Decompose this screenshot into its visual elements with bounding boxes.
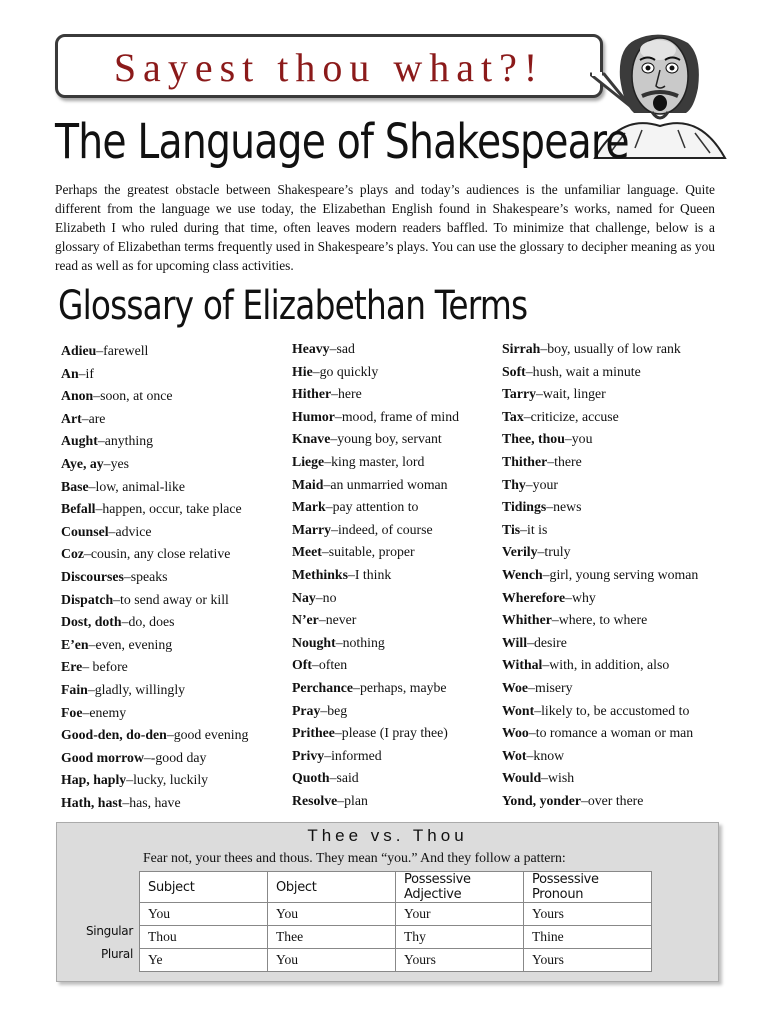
glossary-entry bbox=[61, 769, 311, 792]
glossary-entry bbox=[61, 430, 311, 453]
glossary-term: Whither bbox=[502, 612, 552, 628]
glossary-definition: –soon, at once bbox=[93, 388, 173, 404]
table-cell: Thee bbox=[268, 926, 396, 949]
row-label-plural: Plural bbox=[101, 947, 133, 961]
glossary-entry bbox=[61, 634, 311, 657]
glossary-definition: –desire bbox=[527, 634, 567, 650]
glossary-term: Heavy bbox=[292, 341, 330, 356]
glossary-definition: –why bbox=[565, 589, 596, 605]
glossary-definition: –anything bbox=[97, 433, 153, 449]
glossary-definition: –farewell bbox=[96, 343, 149, 358]
glossary-entry bbox=[502, 383, 752, 406]
glossary-definition: –even, evening bbox=[88, 636, 173, 652]
glossary-definition: –informed bbox=[324, 747, 382, 763]
glossary-definition: –truly bbox=[537, 544, 571, 560]
glossary-definition: –beg bbox=[320, 702, 348, 718]
glossary-definition: –-good day bbox=[143, 749, 207, 765]
glossary-definition: –king master, lord bbox=[324, 453, 425, 469]
glossary-definition: –criticize, accuse bbox=[523, 408, 619, 424]
glossary-definition: –if bbox=[78, 365, 94, 381]
glossary-term: Thither bbox=[502, 453, 548, 469]
glossary-term: Nay bbox=[292, 589, 316, 605]
glossary-definition: –suitable, proper bbox=[321, 544, 415, 560]
glossary-definition: –cousin, any close relative bbox=[84, 546, 231, 562]
glossary-entry bbox=[502, 767, 752, 790]
table-header-row bbox=[140, 872, 652, 903]
glossary-entry bbox=[61, 385, 311, 408]
glossary-definition: –do, does bbox=[121, 614, 175, 630]
glossary-term: Prithee bbox=[292, 725, 335, 741]
table-cell: You bbox=[268, 949, 396, 972]
page-title: The Language of Shakespeare bbox=[55, 114, 629, 170]
glossary-term: Good-den, do-den bbox=[61, 727, 167, 743]
glossary-definition: –sad bbox=[329, 341, 355, 356]
glossary-definition: –good evening bbox=[166, 727, 249, 743]
glossary-entry bbox=[502, 564, 752, 587]
glossary-term: Hie bbox=[292, 363, 313, 379]
glossary-entry bbox=[502, 632, 752, 655]
glossary-definition: –pay attention to bbox=[325, 499, 419, 515]
glossary-entry bbox=[61, 792, 311, 815]
table-header: Possessive Adjective bbox=[396, 872, 524, 903]
glossary-definition: –gladly, willingly bbox=[87, 681, 186, 697]
glossary-term: Oft bbox=[292, 657, 312, 673]
glossary-entry bbox=[61, 589, 311, 612]
glossary-definition: –to send away or kill bbox=[113, 591, 229, 607]
glossary-term: Will bbox=[502, 634, 528, 650]
glossary-definition: –lucky, luckily bbox=[126, 772, 209, 788]
glossary-term: Base bbox=[61, 478, 89, 494]
glossary-entry bbox=[61, 656, 311, 679]
glossary-term: Withal bbox=[502, 657, 543, 673]
glossary-term: Perchance bbox=[292, 679, 354, 695]
glossary-term: Hath, hast bbox=[61, 794, 123, 810]
glossary-term: Coz bbox=[61, 546, 84, 562]
thee-vs-thou-box bbox=[56, 822, 719, 982]
table-header: Object bbox=[268, 872, 396, 903]
table-cell: Yours bbox=[524, 903, 652, 926]
glossary-entry bbox=[61, 408, 311, 431]
glossary-definition: –boy, usually of low rank bbox=[540, 341, 681, 356]
glossary-definition: –here bbox=[331, 386, 362, 402]
glossary-entry bbox=[502, 609, 752, 632]
table-cell: Your bbox=[396, 903, 524, 926]
glossary-definition: –misery bbox=[528, 679, 573, 695]
glossary-entry bbox=[61, 498, 311, 521]
table-row bbox=[140, 926, 652, 949]
glossary-entry bbox=[61, 566, 311, 589]
glossary-term: Pray bbox=[292, 702, 321, 718]
glossary-term: Nought bbox=[292, 634, 336, 650]
glossary-column-3 bbox=[502, 338, 752, 812]
glossary-definition: –news bbox=[546, 499, 582, 515]
glossary-term: Wont bbox=[502, 702, 535, 718]
table-cell: Thy bbox=[396, 926, 524, 949]
glossary-entry bbox=[502, 474, 752, 497]
table-cell: Yours bbox=[396, 949, 524, 972]
glossary-definition: –it is bbox=[520, 521, 548, 537]
glossary-definition: –where, to where bbox=[551, 612, 648, 628]
glossary-term: Sirrah bbox=[502, 341, 541, 356]
glossary-definition: –hush, wait a minute bbox=[525, 363, 641, 379]
glossary-entry bbox=[61, 679, 311, 702]
glossary-definition: –low, animal-like bbox=[88, 478, 186, 494]
glossary-definition: –never bbox=[318, 612, 357, 628]
glossary-definition: –know bbox=[526, 747, 565, 763]
glossary-term: Woo bbox=[502, 725, 529, 741]
glossary-definition: –an unmarried woman bbox=[323, 476, 448, 492]
glossary-term: Hither bbox=[292, 386, 332, 402]
glossary-definition: –go quickly bbox=[312, 363, 379, 379]
glossary-definition: –are bbox=[81, 410, 106, 426]
glossary-column-1 bbox=[61, 340, 311, 814]
glossary-entry bbox=[502, 361, 752, 384]
glossary-term: Humor bbox=[292, 408, 335, 424]
glossary-entry bbox=[502, 745, 752, 768]
glossary-term: Foe bbox=[61, 704, 83, 720]
glossary-entry bbox=[502, 451, 752, 474]
glossary-entry bbox=[61, 747, 311, 770]
thee-box-title: Thee vs. Thou bbox=[307, 826, 468, 845]
glossary-entry bbox=[61, 724, 311, 747]
glossary-term: Good morrow bbox=[61, 749, 144, 765]
glossary-term: Adieu bbox=[61, 343, 97, 358]
glossary-term: Wot bbox=[502, 747, 527, 763]
glossary-term: Marry bbox=[292, 521, 332, 537]
glossary-term: An bbox=[61, 365, 79, 381]
glossary-definition: –with, in addition, also bbox=[542, 657, 670, 673]
glossary-term: Hap, haply bbox=[61, 772, 127, 788]
table-cell: You bbox=[140, 903, 268, 926]
glossary-definition: –mood, frame of mind bbox=[334, 408, 460, 424]
glossary-entry bbox=[61, 521, 311, 544]
glossary-definition: –I think bbox=[347, 566, 392, 582]
glossary-definition: –wish bbox=[541, 770, 575, 786]
glossary-definition: –young boy, servant bbox=[330, 431, 442, 447]
glossary-entry bbox=[61, 702, 311, 725]
glossary-term: Quoth bbox=[292, 770, 330, 786]
glossary-definition: –you bbox=[564, 431, 593, 447]
glossary-term: Woe bbox=[502, 679, 529, 695]
glossary-entry bbox=[502, 722, 752, 745]
glossary-entry bbox=[502, 338, 752, 361]
glossary-definition: –nothing bbox=[335, 634, 385, 650]
glossary-definition: – before bbox=[82, 659, 128, 675]
glossary-term: Mark bbox=[292, 499, 326, 515]
glossary-definition: –often bbox=[311, 657, 348, 673]
glossary-term: Liege bbox=[292, 453, 325, 469]
glossary-definition: –no bbox=[315, 589, 337, 605]
glossary-entry bbox=[502, 428, 752, 451]
glossary-entry bbox=[502, 541, 752, 564]
pronoun-table bbox=[139, 871, 652, 972]
intro-paragraph: Perhaps the greatest obstacle between Shakespeare’s plays and today’s audiences is the unfamiliar language. Quite different from the language we use today, the Elizabethan English found in Shakespeare’s works, named for Queen Elizabeth I who ruled during that time, often leaves modern readers baffled. To minimize that challenge, below is a glossary of Elizabethan terms frequently used in Shakespeare’s plays. You can use the glossary to decipher meaning as you read as well as for upcoming class activities. bbox=[55, 182, 715, 273]
glossary-entry bbox=[502, 790, 752, 813]
glossary-definition: –happen, occur, take place bbox=[95, 501, 242, 517]
glossary-definition: –to romance a woman or man bbox=[528, 725, 694, 741]
glossary-definition: –there bbox=[547, 453, 582, 469]
glossary-entry bbox=[502, 519, 752, 542]
glossary-term: Tis bbox=[502, 521, 521, 537]
glossary-term: Maid bbox=[292, 476, 324, 492]
glossary-entry bbox=[61, 476, 311, 499]
glossary-definition: –wait, linger bbox=[535, 386, 606, 402]
table-cell: You bbox=[268, 903, 396, 926]
glossary-entry bbox=[502, 496, 752, 519]
glossary-term: Verily bbox=[502, 544, 538, 560]
glossary-entry bbox=[502, 587, 752, 610]
speech-banner bbox=[55, 34, 603, 98]
glossary-term: N’er bbox=[292, 612, 319, 628]
glossary-term: Art bbox=[61, 410, 82, 426]
glossary-entry bbox=[502, 654, 752, 677]
glossary-entry bbox=[61, 363, 311, 386]
glossary-term: Soft bbox=[502, 363, 526, 379]
glossary-term: Wench bbox=[502, 566, 543, 582]
glossary-definition: –likely to, be accustomed to bbox=[534, 702, 690, 718]
glossary-term: Tax bbox=[502, 408, 524, 424]
glossary-definition: –speaks bbox=[123, 568, 168, 584]
glossary-definition: –has, have bbox=[122, 794, 181, 810]
table-row bbox=[140, 949, 652, 972]
glossary-term: Ere bbox=[61, 659, 83, 675]
glossary-term: E’en bbox=[61, 636, 89, 652]
row-label-singular: Singular bbox=[85, 924, 133, 938]
glossary-entry bbox=[502, 677, 752, 700]
glossary-definition: –indeed, of course bbox=[331, 521, 433, 537]
glossary-entry bbox=[61, 340, 311, 363]
table-cell: Thine bbox=[524, 926, 652, 949]
glossary-term: Knave bbox=[292, 431, 331, 447]
glossary-definition: –please (I pray thee) bbox=[334, 725, 448, 741]
glossary-definition: –advice bbox=[108, 523, 152, 539]
glossary-entry bbox=[61, 543, 311, 566]
glossary-term: Would bbox=[502, 770, 542, 786]
glossary-term: Wherefore bbox=[502, 589, 566, 605]
glossary-term: Aught bbox=[61, 433, 98, 449]
glossary-entry bbox=[61, 453, 311, 476]
glossary-term: Aye, ay bbox=[61, 455, 104, 471]
glossary-entry bbox=[502, 700, 752, 723]
table-header: Subject bbox=[140, 872, 268, 903]
glossary-entry bbox=[61, 611, 311, 634]
glossary-term: Tidings bbox=[502, 499, 547, 515]
glossary-definition: –your bbox=[525, 476, 558, 492]
glossary-term: Thee, thou bbox=[502, 431, 565, 447]
table-row bbox=[140, 903, 652, 926]
glossary-term: Fain bbox=[61, 681, 88, 697]
table-header: Possessive Pronoun bbox=[524, 872, 652, 903]
glossary-term: Tarry bbox=[502, 386, 536, 402]
banner-text: Sayest thou what?! bbox=[113, 45, 545, 90]
glossary-term: Discourses bbox=[61, 568, 124, 584]
glossary-term: Resolve bbox=[292, 792, 338, 808]
glossary-term: Meet bbox=[292, 544, 322, 560]
table-cell: Yours bbox=[524, 949, 652, 972]
glossary-definition: –over there bbox=[580, 792, 644, 808]
table-cell: Ye bbox=[140, 949, 268, 972]
glossary-definition: –girl, young serving woman bbox=[542, 566, 699, 582]
table-cell: Thou bbox=[140, 926, 268, 949]
glossary-heading: Glossary of Elizabethan Terms bbox=[58, 283, 528, 329]
glossary-term: Thy bbox=[502, 476, 526, 492]
thee-box-subtitle: Fear not, your thees and thous. They mean “you.” And they follow a pattern: bbox=[143, 850, 566, 865]
glossary-entry bbox=[502, 406, 752, 429]
glossary-term: Dispatch bbox=[61, 591, 114, 607]
glossary-definition: –perhaps, maybe bbox=[353, 679, 447, 695]
glossary-term: Anon bbox=[61, 388, 94, 404]
glossary-term: Counsel bbox=[61, 523, 109, 539]
glossary-term: Privy bbox=[292, 747, 325, 763]
glossary-definition: –plan bbox=[337, 792, 368, 808]
glossary-term: Yond, yonder bbox=[502, 792, 581, 808]
glossary-term: Befall bbox=[61, 501, 96, 517]
glossary-definition: –said bbox=[329, 770, 359, 786]
glossary-definition: –yes bbox=[103, 455, 129, 471]
glossary-term: Dost, doth bbox=[61, 614, 122, 630]
glossary-definition: –enemy bbox=[82, 704, 127, 720]
glossary-term: Methinks bbox=[292, 566, 348, 582]
